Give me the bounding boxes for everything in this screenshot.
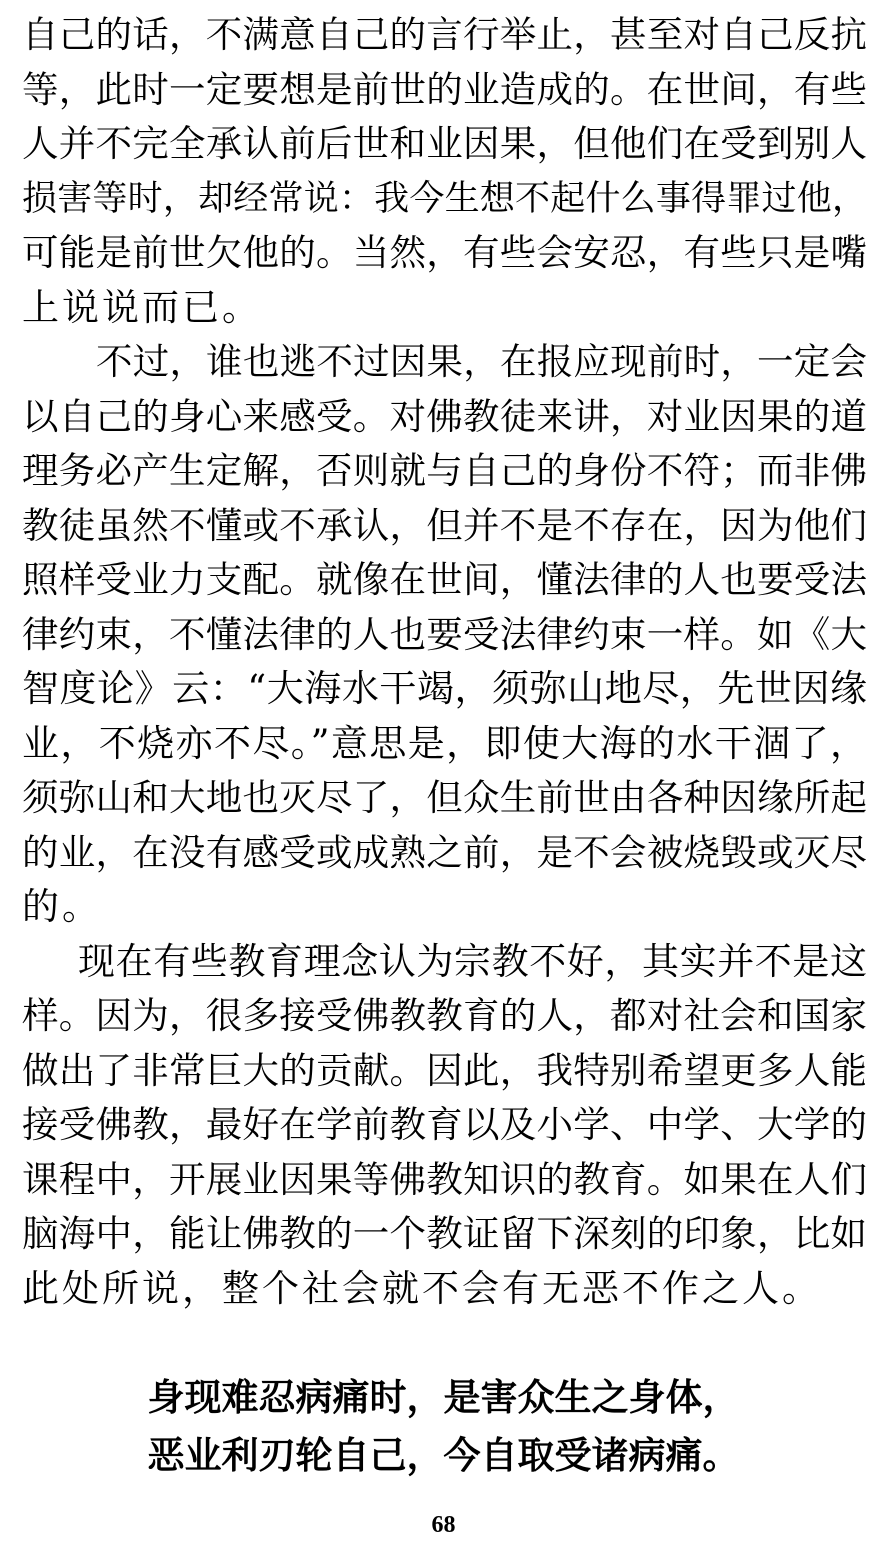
text-line: 理务必产生定解，否则就与自己的身份不符；而非佛 bbox=[22, 449, 867, 492]
paragraph-first-line: 不过，谁也逃不过因果，在报应现前时，一定会 bbox=[96, 340, 867, 383]
text-line: 律约束，不懂法律的人也要受法律约束一样。如《大 bbox=[22, 612, 867, 656]
text-line: 人并不完全承认前后世和业因果，但他们在受到别人 bbox=[22, 122, 867, 165]
text-line: 智度论》云：“大海水干竭，须弥山地尽，先世因缘 bbox=[22, 667, 867, 710]
verse-line: 身现难忍病痛时，是害众生之身体， bbox=[147, 1376, 740, 1419]
text-line: 以自己的身心来感受。对佛教徒来讲，对业因果的道 bbox=[22, 394, 867, 438]
text-line: 此处所说，整个社会就不会有无恶不作之人。 bbox=[22, 1266, 822, 1310]
text-line: 业，不烧亦不尽。”意思是，即使大海的水干涸了， bbox=[22, 721, 867, 765]
text-line: 教徒虽然不懂或不承认，但并不是不存在，因为他们 bbox=[22, 503, 867, 547]
text-line: 须弥山和大地也灭尽了，但众生前世由各种因缘所起 bbox=[22, 776, 867, 819]
text-line: 自己的话，不满意自己的言行举止，甚至对自己反抗 bbox=[22, 13, 867, 56]
verse-line: 恶业利刃轮自己，今自取受诸病痛。 bbox=[147, 1434, 740, 1477]
text-line: 可能是前世欠他的。当然，有些会安忍，有些只是嘴 bbox=[22, 231, 867, 274]
paragraph-first-line: 现在有些教育理念认为宗教不好，其实并不是这 bbox=[78, 939, 867, 983]
body-text bbox=[22, 8, 867, 1316]
text-line: 的业，在没有感受或成熟之前，是不会被烧毁或灭尽 bbox=[22, 830, 867, 874]
text-line: 的。 bbox=[22, 885, 102, 928]
text-line: 损害等时，却经常说：我今生想不起什么事得罪过他， bbox=[22, 178, 867, 219]
text-line: 照样受业力支配。就像在世间，懂法律的人也要受法 bbox=[22, 558, 867, 601]
text-line: 上说说而已。 bbox=[22, 285, 262, 329]
text-line: 等，此时一定要想是前世的业造成的。在世间，有些 bbox=[22, 67, 867, 111]
text-line: 课程中，开展业因果等佛教知识的教育。如果在人们 bbox=[22, 1157, 867, 1201]
text-line: 样。因为，很多接受佛教教育的人，都对社会和国家 bbox=[22, 994, 867, 1037]
page-number: 68 bbox=[431, 1512, 456, 1538]
text-line: 接受佛教，最好在学前教育以及小学、中学、大学的 bbox=[22, 1103, 867, 1146]
text-line: 脑海中，能让佛教的一个教证留下深刻的印象，比如 bbox=[22, 1212, 867, 1255]
text-line: 做出了非常巨大的贡献。因此，我特别希望更多人能 bbox=[22, 1048, 867, 1092]
